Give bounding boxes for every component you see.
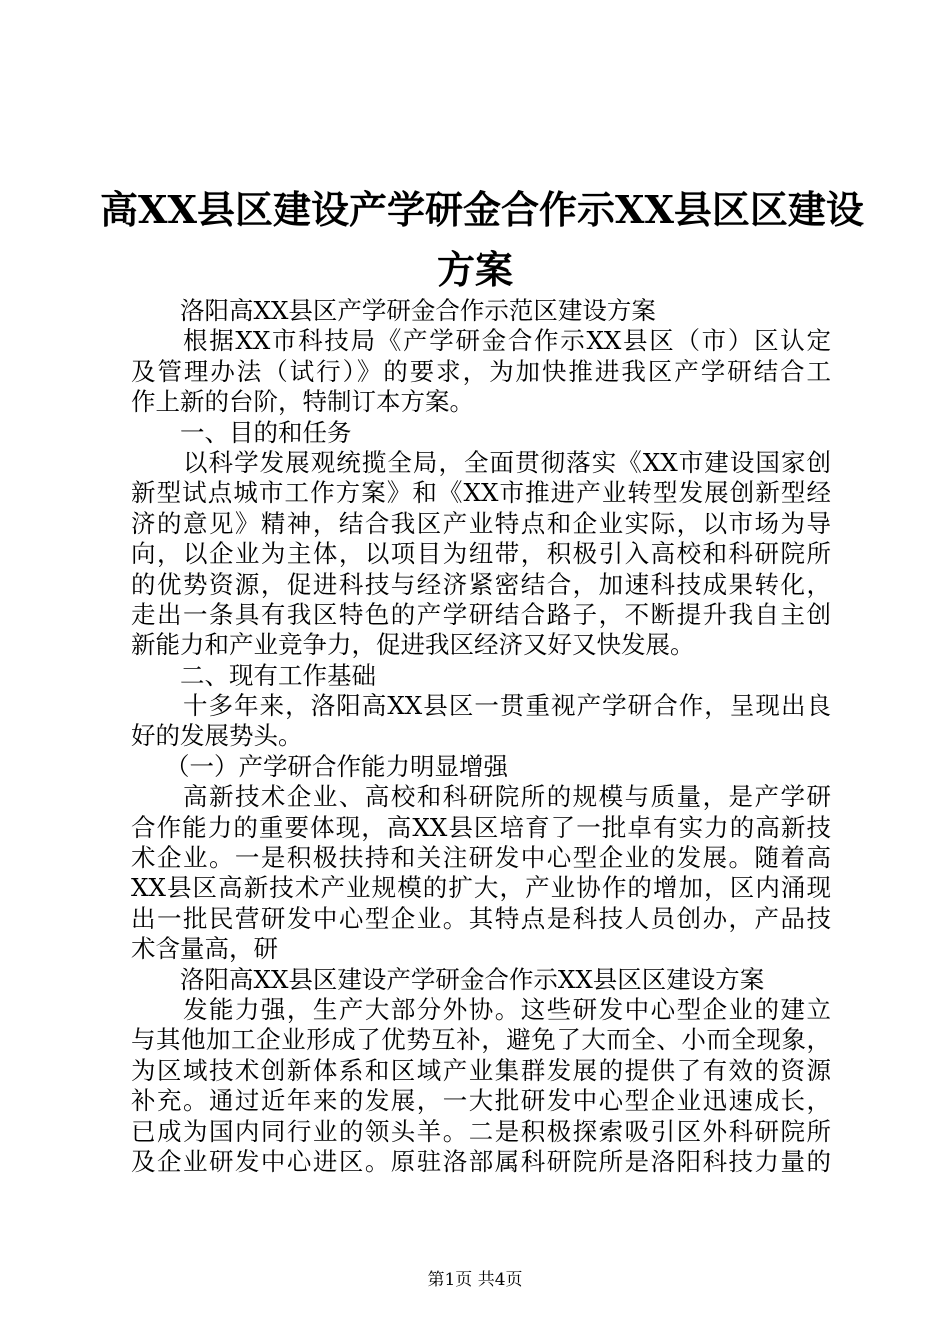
text-line: 以科学发展观统揽全局，全面贯彻落实《XX市建设国家创 xyxy=(183,447,831,477)
text-line: 已成为国内同行业的领头羊。二是积极探索吸引区外科研院所 xyxy=(131,1116,831,1146)
text-line: 作上新的台阶，特制订本方案。 xyxy=(131,387,474,417)
text-line: 与其他加工企业形成了优势互补，避免了大而全、小而全现象， xyxy=(131,1025,831,1055)
text-line: 新能力和产业竞争力，促进我区经济又好又快发展。 xyxy=(131,630,695,660)
text-line: 补充。通过近年来的发展，一大批研发中心型企业迅速成长， xyxy=(131,1086,831,1116)
section-heading: 二、现有工作基础 xyxy=(180,660,376,690)
section-heading: 一、目的和任务 xyxy=(180,417,352,447)
text-line: 高新技术企业、高校和科研院所的规模与质量，是产学研 xyxy=(183,782,831,812)
text-line: 术企业。一是积极扶持和关注研发中心型企业的发展。随着高 xyxy=(131,843,831,873)
text-line: 及企业研发中心进区。原驻洛部属科研院所是洛阳科技力量的 xyxy=(131,1146,831,1176)
text-line: 术含量高，研 xyxy=(131,934,278,964)
text-line: 根据XX市科技局《产学研金合作示XX县区（市）区认定 xyxy=(183,326,831,356)
page-number-footer: 第1页 共4页 xyxy=(427,1270,523,1290)
text-line: 为区域技术创新体系和区域产业集群发展的提供了有效的资源 xyxy=(131,1055,831,1085)
text-line: 走出一条具有我区特色的产学研结合路子，不断提升我自主创 xyxy=(131,599,831,629)
running-header: 洛阳高XX县区建设产学研金合作示XX县区区建设方案 xyxy=(180,964,765,994)
document-body xyxy=(131,296,831,1177)
document-title-line-2: 方案 xyxy=(436,247,513,292)
text-line: 及管理办法（试行）》的要求，为加快推进我区产学研结合工 xyxy=(131,356,831,386)
text-line: 出一批民营研发中心型企业。其特点是科技人员创办，产品技 xyxy=(131,903,831,933)
text-line: 洛阳高XX县区产学研金合作示范区建设方案 xyxy=(180,296,656,325)
text-line: 合作能力的重要体现，高XX县区培育了一批卓有实力的高新技 xyxy=(131,812,831,842)
text-line: 十多年来，洛阳高XX县区一贯重视产学研合作，呈现出良 xyxy=(183,691,831,721)
text-line: XX县区高新技术产业规模的扩大，产业协作的增加，区内涌现 xyxy=(131,873,831,903)
text-line: 济的意见》精神，结合我区产业特点和企业实际，以市场为导 xyxy=(131,508,831,538)
text-line: 向，以企业为主体，以项目为纽带，积极引入高校和科研院所 xyxy=(131,539,831,569)
text-line: 的优势资源，促进科技与经济紧密结合，加速科技成果转化， xyxy=(131,569,831,599)
text-line: 发能力强，生产大部分外协。这些研发中心型企业的建立 xyxy=(183,994,831,1024)
subsection-heading: （一）产学研合作能力明显增强 xyxy=(165,751,508,781)
text-line: 新型试点城市工作方案》和《XX市推进产业转型发展创新型经 xyxy=(131,478,831,508)
document-title-line-1: 高XX县区建设产学研金合作示XX县区区建设 xyxy=(100,187,864,232)
text-line: 好的发展势头。 xyxy=(131,721,303,751)
